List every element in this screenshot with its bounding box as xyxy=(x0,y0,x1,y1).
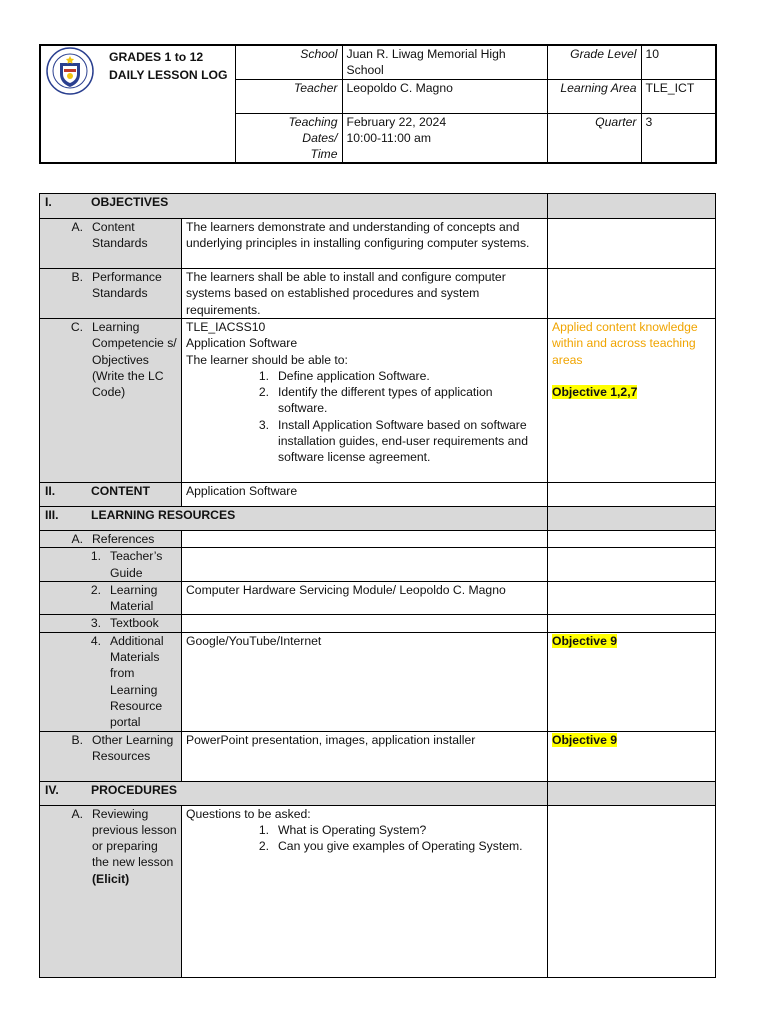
title-line-1: GRADES 1 to 12 xyxy=(109,50,204,64)
references-label-cell: A. References xyxy=(40,531,182,548)
content-value: Application Software xyxy=(182,483,548,507)
learning-area-label: Learning Area xyxy=(547,79,641,113)
teachers-guide-label-cell: 1. Teacher’s Guide xyxy=(40,548,182,582)
content-standards-row xyxy=(40,219,716,269)
objective-badge: Objective 9 xyxy=(552,732,618,747)
content-standards-label: Content Standards xyxy=(92,220,148,251)
teachers-guide-value xyxy=(182,548,548,582)
textbook-label-cell: 3. Textbook xyxy=(40,615,182,632)
additional-materials-row xyxy=(40,632,716,731)
performance-standards-text: The learners shall be able to install and configure computer systems based on established procedures and system requirements. xyxy=(182,269,548,319)
grade-level-label: Grade Level xyxy=(547,45,641,79)
time-value: 10:00-11:00 am xyxy=(346,130,431,145)
learning-competencies-label: Learning Competencie s/ Objectives (Write the LC Code) xyxy=(92,320,177,400)
header-table xyxy=(39,44,717,164)
performance-standards-label: Performance Standards xyxy=(92,270,162,301)
learning-material-row xyxy=(40,581,716,615)
teacher-value: Leopoldo C. Magno xyxy=(342,79,547,113)
list-item: 1. Define application Software. xyxy=(258,368,430,383)
reviewing-lesson-label-cell: A. Reviewing previous lesson or preparing the new lesson (Elicit) xyxy=(40,805,182,977)
performance-standards-label-cell: B. Performance Standards xyxy=(40,269,182,319)
school-label: School xyxy=(235,45,342,79)
objectives-heading xyxy=(40,194,548,219)
procedures-heading: IV. PROCEDURES xyxy=(40,781,548,805)
learning-material-value: Computer Hardware Servicing Module/ Leopoldo C. Magno xyxy=(182,581,548,615)
lc-code: TLE_IACSS10 xyxy=(186,320,266,334)
additional-materials-value: Google/YouTube/Internet xyxy=(182,632,548,731)
reviewing-lesson-text xyxy=(182,805,548,977)
teacher-label: Teacher xyxy=(235,79,342,113)
objective-badge: Objective 1,2,7 xyxy=(552,384,638,399)
learning-resources-heading: III. LEARNING RESOURCES xyxy=(40,507,548,531)
content-section-row xyxy=(40,483,716,507)
grade-level-value: 10 xyxy=(641,45,716,79)
textbook-row xyxy=(40,615,716,632)
learning-competencies-text xyxy=(182,319,548,483)
other-resources-label: Other Learning Resources xyxy=(92,732,174,763)
learning-resources-section-row xyxy=(40,507,716,531)
teachers-guide-label: Teacher’s Guide xyxy=(110,549,163,580)
learning-competencies-label-cell: C. Learning Competencie s/ Objectives (Write the LC Code) xyxy=(40,319,182,483)
lc-subject: Application Software xyxy=(186,336,298,351)
list-item: 3. Install Application Software based on software installation guides, end-user requirements and software license agreement. xyxy=(258,417,528,465)
additional-materials-label: Additional Materials from Learning Resource portal xyxy=(110,633,164,730)
applied-knowledge-note: Applied content knowledge within and across teaching areas xyxy=(552,320,698,367)
objectives-section-row xyxy=(40,194,716,219)
deped-seal-icon xyxy=(46,47,94,95)
other-resources-value: PowerPoint presentation, images, application installer xyxy=(182,731,548,781)
textbook-label: Textbook xyxy=(110,616,159,631)
reviewing-lesson-label: Reviewing previous lesson or preparing the new lesson xyxy=(92,806,177,870)
list-item: 2. Identify the different types of application software. xyxy=(258,385,493,416)
elicit-tag: (Elicit) xyxy=(92,871,130,886)
objective-badge: Objective 9 xyxy=(552,633,618,648)
teaching-dates-label: Teaching Dates/ Time xyxy=(235,113,342,163)
content-heading: II. CONTENT xyxy=(40,483,182,507)
other-resources-label-cell: B. Other Learning Resources xyxy=(40,731,182,781)
lc-notes-cell xyxy=(548,319,716,483)
performance-standards-row xyxy=(40,269,716,319)
lc-objectives-list xyxy=(186,368,543,466)
additional-materials-label-cell: 4. Additional Materials from Learning Resource portal xyxy=(40,632,182,731)
references-row xyxy=(40,531,716,548)
content-standards-text: The learners demonstrate and understanding of concepts and underlying principles in installing configuring computer systems. xyxy=(182,219,548,269)
section-number: I. xyxy=(45,195,52,209)
lesson-log-table xyxy=(39,193,716,978)
content-standards-label-cell: A. Content Standards xyxy=(40,219,182,269)
lc-intro: The learner should be able to: xyxy=(186,352,348,367)
quarter-value: 3 xyxy=(641,113,716,163)
header-title-cell xyxy=(40,45,235,163)
quarter-label: Quarter xyxy=(547,113,641,163)
list-item: 2. Can you give examples of Operating System. xyxy=(258,839,523,854)
date-value: February 22, 2024 xyxy=(346,114,447,129)
procedures-section-row xyxy=(40,781,716,805)
learning-material-label: Learning Material xyxy=(110,582,158,614)
school-value: Juan R. Liwag Memorial High School xyxy=(342,45,547,79)
learning-competencies-row xyxy=(40,319,716,483)
references-label: References xyxy=(92,532,155,546)
reviewing-lesson-row xyxy=(40,805,716,977)
list-item: 1. What is Operating System? xyxy=(258,822,427,837)
section-title: OBJECTIVES xyxy=(91,195,169,209)
teachers-guide-row xyxy=(40,548,716,582)
questions-intro: Questions to be asked: xyxy=(186,806,311,821)
textbook-value xyxy=(182,615,548,632)
learning-material-label-cell: 2. Learning Material xyxy=(40,581,182,615)
questions-list xyxy=(186,822,543,855)
title-line-2: DAILY LESSON LOG xyxy=(109,68,228,82)
learning-area-value: TLE_ICT xyxy=(641,79,716,113)
teaching-dates-value xyxy=(342,113,547,163)
other-resources-row xyxy=(40,731,716,781)
